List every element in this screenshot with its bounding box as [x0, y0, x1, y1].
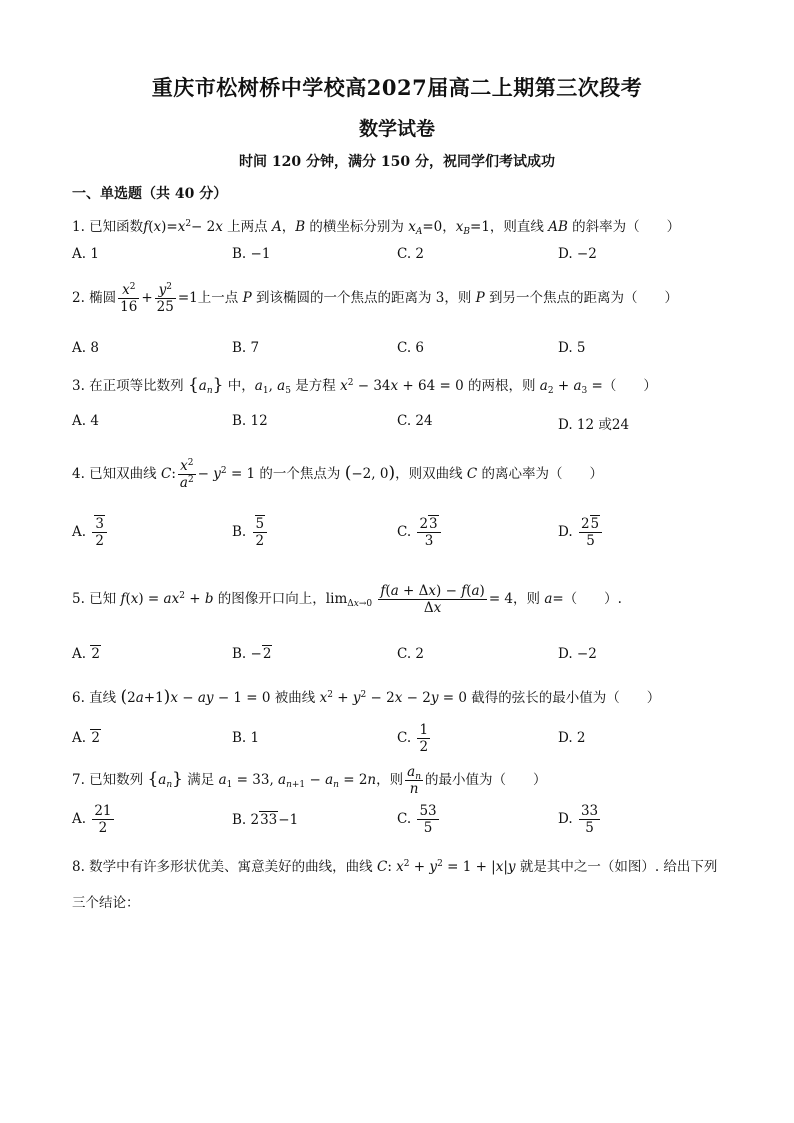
- q2-option-b[interactable]: B. 7: [232, 340, 260, 356]
- question-1: 1. 已知函数$f(x)=x^2- 2x$ 上两点 A，B 的横坐标分别为 $x_A=0$，$x_B=1$，则直线 AB 的斜率为（ ）: [72, 219, 681, 237]
- question-2: 2. 椭圆 $\frac{x^2}{16}$ + $\frac{y^2}{25}$ =1上一点 P 到该椭圆的一个焦点的距离为 3，则 P 到另一个焦点的距离为（ ）: [72, 282, 679, 315]
- question-7: 7. 已知数列 $\{a_n\}$ 满足 $a_1 = 33$, $a_{n+1} - a_n = 2n$，则 $\frac{a_n}{n}$ 的最小值为（ ）: [72, 764, 547, 797]
- q6-option-c[interactable]: C. $\frac{1}{2}$: [397, 722, 429, 755]
- q7-option-b[interactable]: B. 233−1: [232, 812, 299, 828]
- q2-option-c[interactable]: C. 6: [397, 340, 425, 356]
- q5-option-d[interactable]: D. −2: [558, 646, 597, 662]
- question-6: 6. 直线 (2a+1)x − ay − 1 = 0 被曲线 $x^2 + y^2 - 2x - 2y = 0$ 截得的弦长的最小值为（ ）: [72, 687, 661, 707]
- q1-option-a[interactable]: A. 1: [72, 246, 99, 262]
- q4-option-b[interactable]: B. $\frac{5}{2}$: [232, 516, 269, 549]
- q3-option-b[interactable]: B. 12: [232, 413, 268, 429]
- school-title: 重庆市松树桥中学校高2027届高二上期第三次段考: [151, 75, 643, 100]
- question-3: 3. 在正项等比数列 $\{a_n\}$ 中，$a_1$, $a_5$ 是方程 $x^2 - 34x + 64 = 0$ 的两根，则 $a_2 + a_3$ =（ ）: [72, 375, 657, 396]
- q3-option-c[interactable]: C. 24: [397, 413, 433, 429]
- q4-option-d[interactable]: D. $\frac{25}{5}$: [558, 516, 604, 549]
- q1-option-b[interactable]: B. −1: [232, 246, 271, 262]
- question-8-continued: 三个结论：: [72, 895, 140, 911]
- q5-option-a[interactable]: A. 2: [72, 646, 100, 662]
- q5-option-b[interactable]: B. −2: [232, 646, 272, 662]
- q1-option-d[interactable]: D. −2: [558, 246, 597, 262]
- q6-option-a[interactable]: A. 2: [72, 730, 100, 746]
- q7-option-d[interactable]: D. $\frac{33}{5}$: [558, 803, 599, 836]
- q4-option-c[interactable]: C. $\frac{23}{3}$: [397, 516, 443, 549]
- q3-option-d[interactable]: D. 12 或24: [558, 417, 630, 433]
- q6-option-b[interactable]: B. 1: [232, 730, 260, 746]
- q1-option-c[interactable]: C. 2: [397, 246, 425, 262]
- question-4: 4. 已知双曲线 C: $\frac{x^2}{a^2}$ − $y^2 = 1$ 的一个焦点为 (−2, 0)，则双曲线 C 的离心率为（ ）: [72, 458, 604, 491]
- exam-info: 时间 120 分钟，满分 150 分，祝同学们考试成功: [239, 154, 555, 170]
- exam-title: 数学试卷: [358, 118, 435, 140]
- q4-option-a[interactable]: A. $\frac{3}{2}$: [72, 516, 109, 549]
- q3-option-a[interactable]: A. 4: [72, 413, 99, 429]
- q2-option-a[interactable]: A. 8: [72, 340, 99, 356]
- question-8: 8. 数学中有许多形状优美、寓意美好的曲线，曲线 C: $x^2 + y^2 = 1 + |x|y$ 就是其中之一（如图）. 给出下列: [72, 859, 718, 875]
- q7-option-a[interactable]: A. $\frac{21}{2}$: [72, 803, 112, 836]
- q6-option-d[interactable]: D. 2: [558, 730, 586, 746]
- question-5: 5. 已知 $f(x) = ax^2 + b$ 的图像开口向上，$\lim_{\Delta x\to 0}$ $\frac{f(a + \Delta x) - f(a)}{\Delta x}$ = 4，则 a=（ ）.: [72, 583, 622, 616]
- q5-option-c[interactable]: C. 2: [397, 646, 425, 662]
- q2-option-d[interactable]: D. 5: [558, 340, 586, 356]
- section-heading: 一、单选题（共 40 分）: [72, 186, 228, 202]
- q7-option-c[interactable]: C. $\frac{53}{5}$: [397, 803, 437, 836]
